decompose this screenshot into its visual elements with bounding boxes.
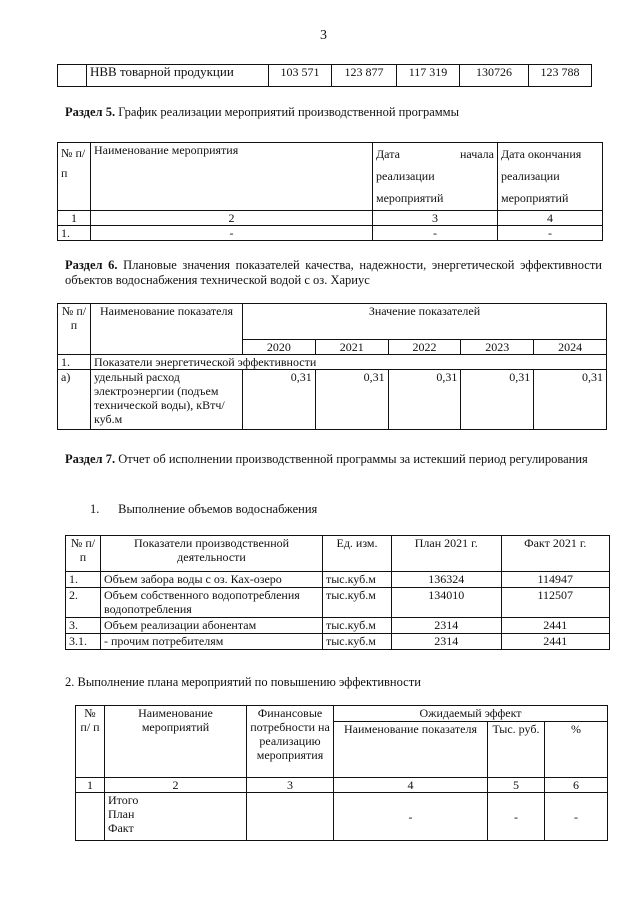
s7-t1-cell: Объем забора воды с оз. Ках-озеро — [101, 572, 323, 588]
section7-subheading-2: 2. Выполнение плана мероприятий по повышению эффективности — [65, 675, 421, 689]
s7-t1-cell: 1. — [66, 572, 101, 588]
s6-year: 2023 — [461, 340, 534, 355]
s7-t2-row-line: Факт — [108, 821, 134, 835]
s7-t2-index: 4 — [334, 778, 488, 793]
s7-t1-cell: тыс.куб.м — [323, 634, 392, 650]
s7-t1-header: Факт 2021 г. — [501, 536, 609, 572]
s7-t1-cell: 2314 — [392, 618, 502, 634]
s7-t1-cell: 3. — [66, 618, 101, 634]
s7-t2-index: 6 — [545, 778, 608, 793]
s7-t2-header-name: Наименование мероприятий — [105, 706, 247, 778]
s7-t1-cell: 2441 — [501, 618, 609, 634]
s7-t2-header-effect: Ожидаемый эффект — [334, 706, 608, 722]
s6-year: 2021 — [315, 340, 388, 355]
s7-t2-row-line: Итого — [108, 793, 139, 807]
s7-t1-cell: Объем реализации абонентам — [101, 618, 323, 634]
s7-t2-header-num: № п/ п — [76, 706, 105, 778]
top-table — [57, 64, 592, 87]
s5-row-cell: - — [91, 226, 373, 241]
top-row-value: 130726 — [460, 65, 529, 87]
s7-t2-header-tys: Тыс. руб. — [488, 722, 545, 778]
s7-t2-row-value: - — [334, 793, 488, 841]
s5-row-cell: - — [373, 226, 498, 241]
s7-t1-cell: 114947 — [501, 572, 609, 588]
s7-t2-row-line: План — [108, 807, 135, 821]
s6-year: 2022 — [388, 340, 461, 355]
section7-heading: Раздел 7. Отчет об исполнении производственной программы за истекший период регулирования — [65, 452, 588, 466]
s5-header-name: Наименование мероприятия — [91, 143, 373, 211]
s7-t1-cell: 112507 — [501, 588, 609, 618]
top-row-value: 123 788 — [529, 65, 592, 87]
s7-t1-cell: 134010 — [392, 588, 502, 618]
s7-t1-header: Ед. изм. — [323, 536, 392, 572]
s7-t2-index: 3 — [247, 778, 334, 793]
s7-t2-index: 5 — [488, 778, 545, 793]
s5-index: 3 — [373, 211, 498, 226]
s7-t1-cell: 2441 — [501, 634, 609, 650]
s6-row-value: 0,31 — [388, 370, 461, 430]
s6-group-label: Показатели энергетической эффективности — [91, 355, 607, 370]
s6-header-value: Значение показателей — [243, 304, 607, 340]
s7-t1-cell: 2314 — [392, 634, 502, 650]
section7-subheading-1: 1. Выполнение объемов водоснабжения — [90, 502, 318, 516]
top-row-value: 123 877 — [332, 65, 397, 87]
s5-header-end: Дата окончания реализации мероприятий — [498, 143, 603, 211]
s6-row-value: 0,31 — [315, 370, 388, 430]
s7-t1-header: № п/п — [66, 536, 101, 572]
s7-t2-index: 1 — [76, 778, 105, 793]
s7-t2-row-value: - — [488, 793, 545, 841]
s7-t1-cell: тыс.куб.м — [323, 588, 392, 618]
s6-row-num: а) — [58, 370, 91, 430]
s5-header-num: № п/п — [58, 143, 91, 211]
s6-header-num: № п/п — [58, 304, 91, 355]
s7-t1-cell: 136324 — [392, 572, 502, 588]
s7-t1-cell: тыс.куб.м — [323, 572, 392, 588]
s7-t2-header-indicator: Наименование показателя — [334, 722, 488, 778]
s7-t1-header: Показатели производственной деятельности — [101, 536, 323, 572]
s7-t2-header-pct: % — [545, 722, 608, 778]
s7-t1-cell: Объем собственного водопотребления водопотребления — [101, 588, 323, 618]
s6-row-name: удельный расход электроэнергии (подъем технической воды), кВтч/куб.м — [91, 370, 243, 430]
s5-index: 2 — [91, 211, 373, 226]
s5-index: 4 — [498, 211, 603, 226]
s6-row-value: 0,31 — [243, 370, 316, 430]
s7-t1-cell: - прочим потребителям — [101, 634, 323, 650]
s6-header-name: Наименование показателя — [91, 304, 243, 355]
s6-year: 2024 — [534, 340, 607, 355]
section5-table — [57, 142, 603, 241]
s7-t2-row-label — [105, 793, 247, 841]
section7-table-2 — [75, 705, 608, 841]
section6-table — [57, 303, 607, 430]
s6-year: 2020 — [243, 340, 316, 355]
page-number: 3 — [320, 28, 327, 43]
top-row-value: 117 319 — [397, 65, 460, 87]
top-row-name: НВВ товарной продукции — [87, 65, 269, 87]
s7-t1-header: План 2021 г. — [392, 536, 502, 572]
s6-row-value: 0,31 — [461, 370, 534, 430]
s6-row-value: 0,31 — [534, 370, 607, 430]
s7-t1-cell: тыс.куб.м — [323, 618, 392, 634]
s5-row-cell: - — [498, 226, 603, 241]
s7-t1-cell: 3.1. — [66, 634, 101, 650]
s5-index: 1 — [58, 211, 91, 226]
s7-t1-cell: 2. — [66, 588, 101, 618]
s5-row-num: 1. — [58, 226, 91, 241]
s7-t2-row-value: - — [545, 793, 608, 841]
s6-group-num: 1. — [58, 355, 91, 370]
section5-heading: Раздел 5. График реализации мероприятий производственной программы — [65, 105, 459, 119]
section7-table-1 — [65, 535, 610, 650]
section6-heading: Раздел 6. Плановые значения показателей качества, надежности, энергетической эффективности объектов водоснабжения технической водой с оз. Хариус — [65, 258, 602, 287]
top-row-value: 103 571 — [269, 65, 332, 87]
s7-t2-header-fin: Финансовые потребности на реализацию мероприятия — [247, 706, 334, 778]
s5-header-start: Дата начала реализации мероприятий — [373, 143, 498, 211]
s7-t2-index: 2 — [105, 778, 247, 793]
